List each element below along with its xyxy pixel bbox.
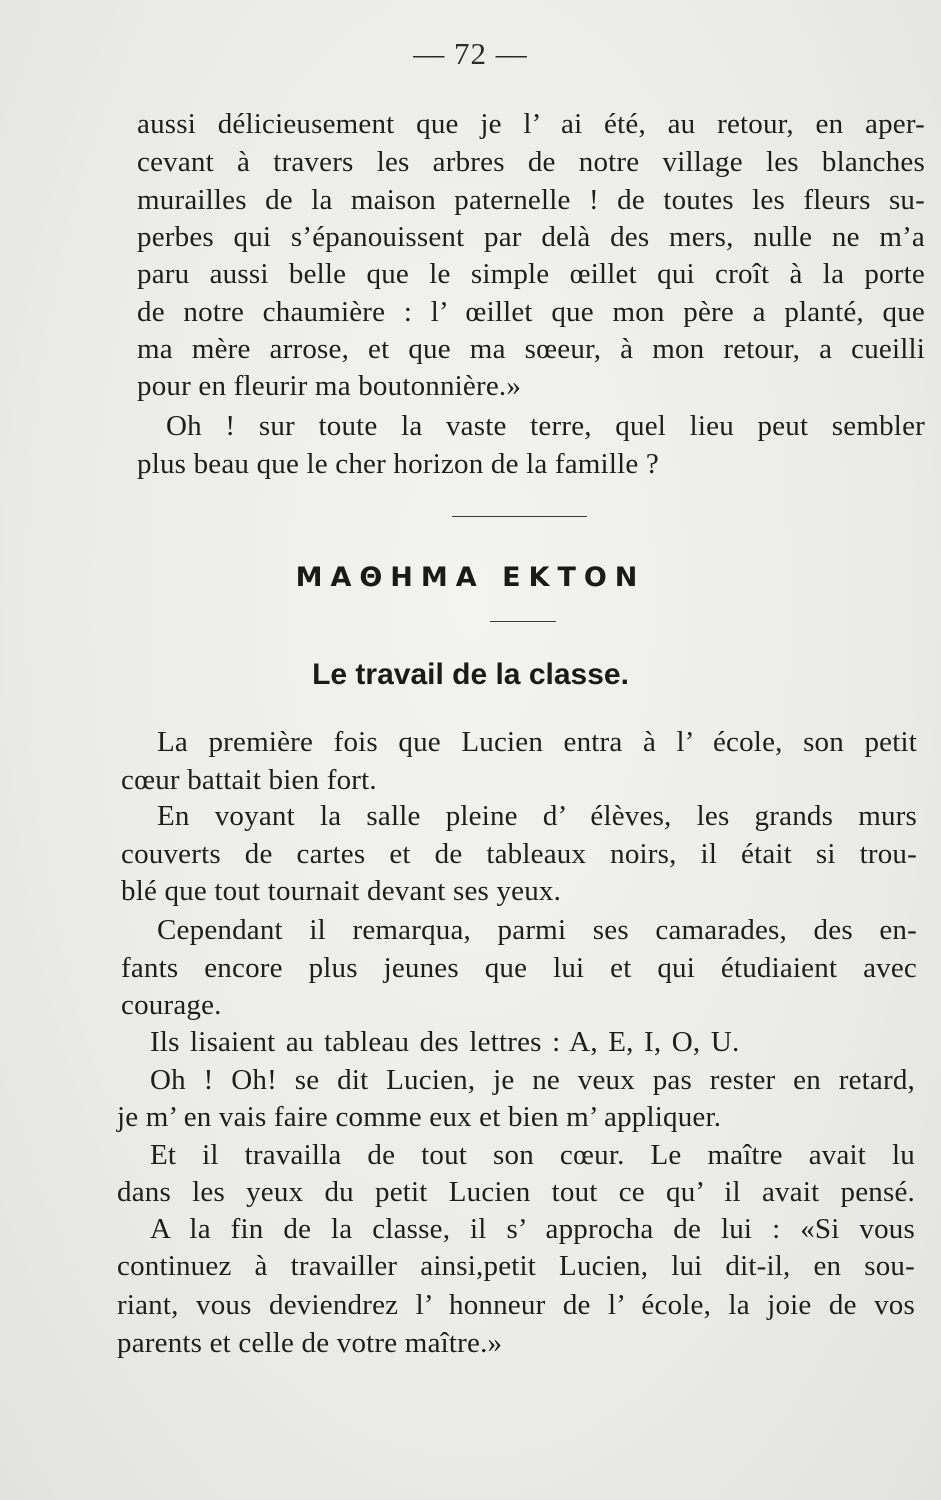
- text-line: courage.: [121, 989, 222, 1021]
- text-line: parents et celle de votre maître.»: [117, 1327, 503, 1359]
- heading-divider: [490, 621, 556, 622]
- text-line: Et il travailla de tout son cœur. Le maître avait lu: [150, 1139, 915, 1171]
- text-line: aussi délicieusement que je l’ ai été, au retour, en aper-: [137, 108, 925, 140]
- text-line: cevant à travers les arbres de notre village les blanches: [137, 146, 925, 178]
- text-line: je m’ en vais faire comme eux et bien m’ appliquer.: [117, 1101, 722, 1133]
- text-line: murailles de la maison paternelle ! de toutes les fleurs su-: [137, 184, 925, 216]
- lesson-title: Le travail de la classe.: [312, 658, 629, 691]
- text-line: plus beau que le cher horizon de la famille ?: [137, 448, 659, 480]
- text-line: Cependant il remarqua, parmi ses camarades, des en-: [157, 914, 917, 946]
- text-line: continuez à travailler ainsi,petit Lucien, lui dit-il, en sou-: [117, 1250, 915, 1282]
- text-line: cœur battait bien fort.: [121, 764, 377, 796]
- text-line: pour en fleurir ma boutonnière.»: [137, 370, 522, 402]
- text-line: A la fin de la classe, il s’ approcha de lui : «Si vous: [150, 1213, 915, 1245]
- text-line: paru aussi belle que le simple œillet qui croît à la porte: [137, 258, 925, 290]
- text-line: Ils lisaient au tableau des lettres : A, E, I, O, U.: [150, 1026, 740, 1058]
- lesson-heading: ΜΑΘΗΜΑ ΕΚΤΟΝ: [295, 562, 646, 593]
- text-line: Oh ! Oh! se dit Lucien, je ne veux pas rester en retard,: [150, 1064, 915, 1096]
- text-line: couverts de cartes et de tableaux noirs, il était si trou-: [121, 838, 917, 870]
- text-line: riant, vous deviendrez l’ honneur de l’ école, la joie de vos: [117, 1289, 915, 1321]
- text-line: ma mère arrose, et que ma sœeur, à mon retour, a cueilli: [137, 333, 925, 365]
- text-line: blé que tout tournait devant ses yeux.: [121, 875, 562, 907]
- text-line: La première fois que Lucien entra à l’ école, son petit: [157, 726, 917, 758]
- page-number: — 72 —: [413, 36, 528, 71]
- text-line: dans les yeux du petit Lucien tout ce qu’ il avait pensé.: [117, 1176, 915, 1208]
- text-line: En voyant la salle pleine d’ élèves, les grands murs: [157, 800, 917, 832]
- text-line: Oh ! sur toute la vaste terre, quel lieu peut sembler: [166, 410, 925, 442]
- text-line: fants encore plus jeunes que lui et qui étudiaient avec: [121, 952, 917, 984]
- text-line: perbes qui s’épanouissent par delà des mers, nulle ne m’a: [137, 221, 925, 253]
- section-divider: [452, 516, 587, 517]
- text-line: de notre chaumière : l’ œillet que mon père a planté, que: [137, 296, 925, 328]
